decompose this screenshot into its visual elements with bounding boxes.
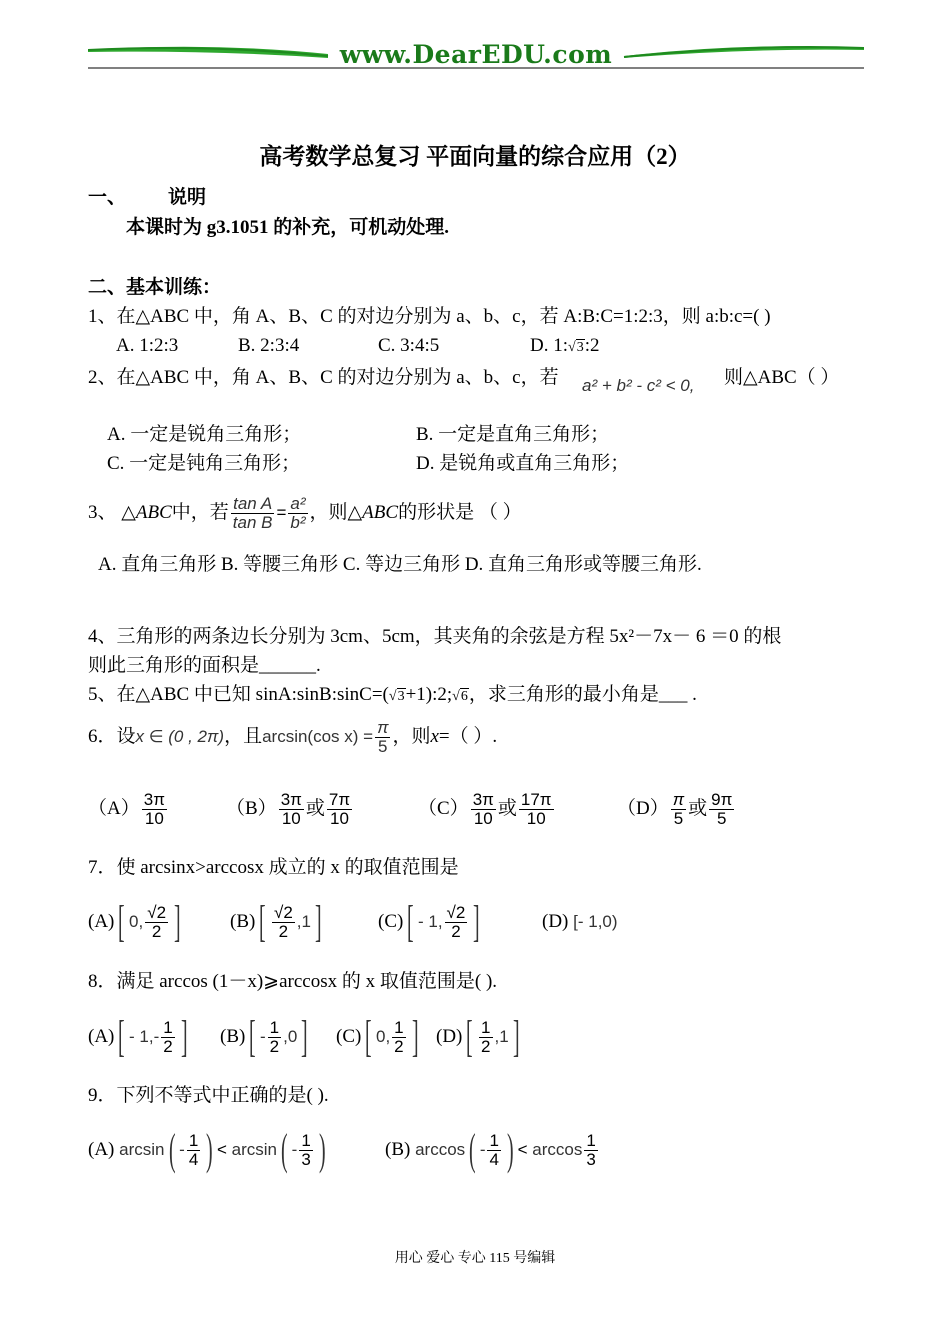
q7-text: 7．使 arcsinx>arccosx 成立的 x 的取值范围是 bbox=[88, 857, 459, 878]
page-footer: 用心 爱心 专心 115 号编辑 bbox=[394, 1251, 556, 1266]
q1-option-c: C. 3:4:5 bbox=[378, 335, 440, 356]
q6-line: 6．设 x ∈ (0 , 2π) ，且 arcsin(cos x) = $\frac{\pi}{5}$ ，则 x =（ ）. bbox=[88, 717, 498, 756]
q8-text: 8．满足 arccos (1－x)⩾arccosx 的 x 取值范围是( ). bbox=[88, 971, 498, 992]
q7-option-b: (B) [ $\frac{√2}{2}$ ,1 ] bbox=[230, 897, 322, 946]
q6-option-d: （D） $\frac{\pi}{5}$ 或 $\frac{9\pi}{5}$ bbox=[617, 789, 733, 828]
section2-heading: 二、基本训练： bbox=[88, 277, 222, 298]
q2-option-a: A. 一定是锐角三角形； bbox=[107, 424, 302, 445]
q2-text-b: 则△ABC（ ） bbox=[724, 367, 840, 388]
q7-option-a: (A) [ 0, $\frac{√2}{2}$ ] bbox=[88, 897, 181, 946]
section1-body: 本课时为 g3.1051 的补充，可机动处理. bbox=[126, 217, 450, 238]
page-title: 高考数学总复习 平面向量的综合应用（2） bbox=[259, 144, 691, 169]
q1-option-b: B. 2:3:4 bbox=[238, 335, 300, 356]
q5-line: 5、在△ABC 中已知 sinA:sinB:sinC=(√3+1):2;√6，求三角形的最小角是___ . bbox=[88, 684, 697, 705]
q2-inequality: a² + b² - c² < 0, bbox=[582, 376, 695, 395]
header-banner bbox=[88, 38, 864, 70]
q3-tan-fraction: $\frac{\text{tan A}}{\text{tan B}}$ bbox=[232, 493, 273, 532]
q2-option-d: D. 是锐角或直角三角形； bbox=[416, 453, 630, 474]
q9-option-a: (A) arcsin ( - $\frac{1}{4}$ ) < arcsin ( - $\frac{1}{3}$ ) bbox=[88, 1125, 326, 1174]
q3-options: A. 直角三角形 B. 等腰三角形 C. 等边三角形 D. 直角三角形或等腰三角形. bbox=[98, 554, 702, 575]
q6-option-a: （A） $\frac{3\pi}{10}$ bbox=[88, 789, 165, 828]
q9-text: 9．下列不等式中正确的是( ). bbox=[88, 1085, 329, 1106]
q1-text: 1、在△ABC 中，角 A、B、C 的对边分别为 a、b、c，若 A:B:C=1:2:3，则 a:b:c=( ) bbox=[88, 306, 771, 327]
q6-option-c: （C） $\frac{3\pi}{10}$ 或 $\frac{17\pi}{10}$ bbox=[418, 789, 552, 828]
q9-option-b: (B) arccos ( - $\frac{1}{4}$ ) < arccos $\frac{1}{3}$ bbox=[385, 1125, 596, 1174]
q1-option-d: D. 1:√3:2 bbox=[530, 335, 600, 356]
q8-option-d: (D) [ $\frac{1}{2}$ ,1 ] bbox=[436, 1012, 520, 1061]
q1-option-a: A. 1:2:3 bbox=[116, 335, 179, 356]
q6-option-b: （B） $\frac{3\pi}{10}$ 或 $\frac{7\pi}{10}$ bbox=[226, 789, 351, 828]
section1-heading-num: 一、 bbox=[88, 187, 127, 208]
q8-option-c: (C) [ 0, $\frac{1}{2}$ ] bbox=[336, 1012, 419, 1061]
q8-option-a: (A) [ - 1,- $\frac{1}{2}$ ] bbox=[88, 1012, 188, 1061]
q2-option-c: C. 一定是钝角三角形； bbox=[107, 453, 301, 474]
q8-option-b: (B) [ - $\frac{1}{2}$ ,0 ] bbox=[220, 1012, 308, 1061]
site-logo-text[interactable]: www.DearEDU.com bbox=[339, 40, 613, 69]
section1-heading: 说明 bbox=[168, 187, 207, 208]
q7-option-c: (C) [ - 1, $\frac{√2}{2}$ ] bbox=[378, 897, 480, 946]
q3-ab-fraction: $\frac{\text{a²}}{\text{b²}}$ bbox=[290, 493, 306, 532]
q2-option-b: B. 一定是直角三角形； bbox=[416, 424, 610, 445]
q3-line: 3、 △ ABC 中，若 $\frac{\text{tan A}}{\text{tan B}}$ = $\frac{\text{a²}}{\text{b²}}$ ，则△ ABC 的形状是 （ ） bbox=[88, 493, 522, 532]
q4-line1: 4、三角形的两条边长分别为 3cm、5cm，其夹角的余弦是方程 5x²－7x－ 6 ＝0 的根 bbox=[88, 626, 782, 647]
q2-text-a: 2、在△ABC 中，角 A、B、C 的对边分别为 a、b、c，若 bbox=[88, 367, 559, 388]
q4-line2: 则此三角形的面积是______. bbox=[88, 655, 321, 676]
q7-option-d: (D) [- 1,0) bbox=[542, 911, 618, 932]
